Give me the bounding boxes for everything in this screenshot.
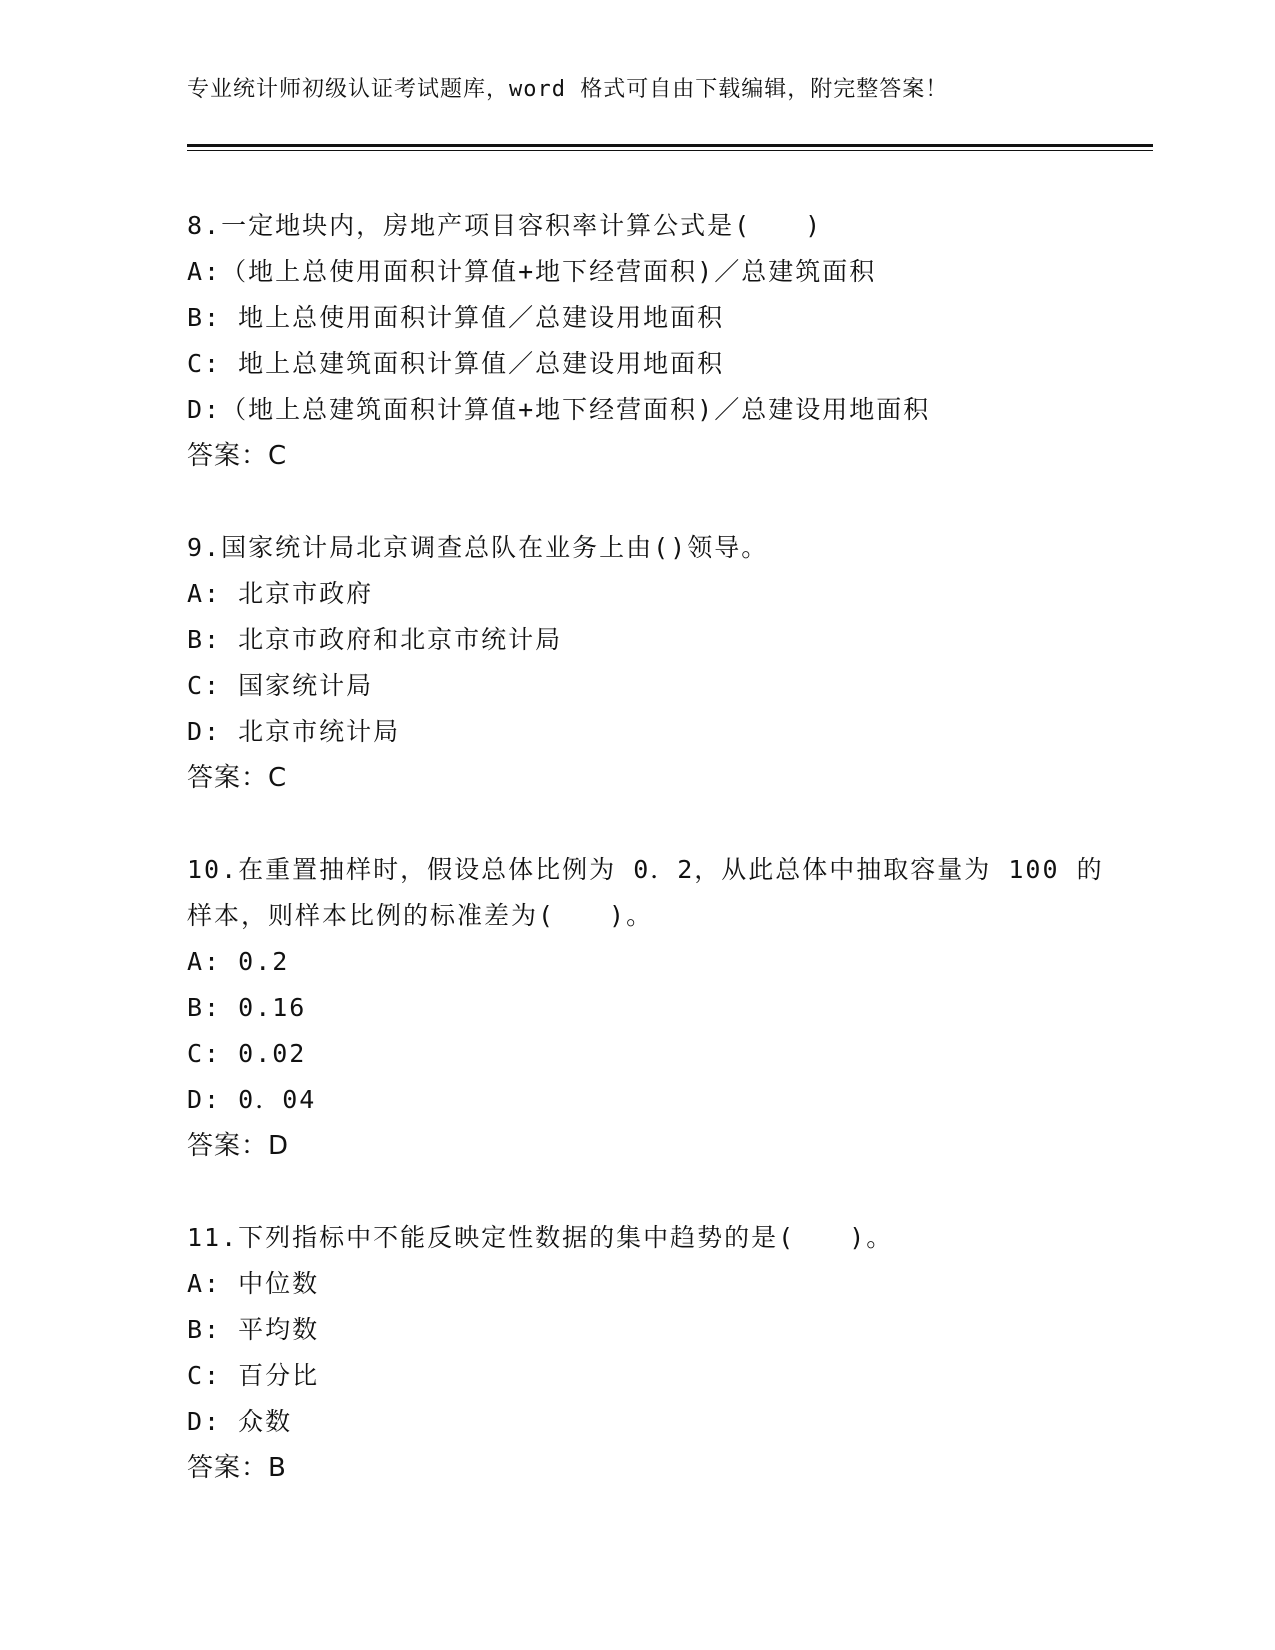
option-d: D: 众数 xyxy=(187,1407,293,1436)
option-list xyxy=(187,249,1127,433)
question-list xyxy=(187,203,1127,1537)
question-9 xyxy=(187,525,1127,801)
option-c: C: 0.02 xyxy=(187,1039,307,1068)
answer: 答案：D xyxy=(187,1131,290,1161)
option-list xyxy=(187,571,1127,755)
option-a: A: 北京市政府 xyxy=(187,579,374,608)
question-8 xyxy=(187,203,1127,479)
option-d: D: 北京市统计局 xyxy=(187,717,401,746)
option-b: B: 北京市政府和北京市统计局 xyxy=(187,625,563,654)
question-text: 8.一定地块内，房地产项目容积率计算公式是( ) xyxy=(187,211,823,240)
option-a: A:（地上总使用面积计算值+地下经营面积)／总建筑面积 xyxy=(187,257,877,286)
option-list xyxy=(187,1261,1127,1445)
option-c: C: 地上总建筑面积计算值／总建设用地面积 xyxy=(187,349,725,378)
question-text: 10.在重置抽样时，假设总体比例为 0．2，从此总体中抽取容量为 100 的样本，则样本比例的标准差为( )。 xyxy=(187,855,1104,930)
option-d: D:（地上总建筑面积计算值+地下经营面积)／总建设用地面积 xyxy=(187,395,931,424)
question-11 xyxy=(187,1215,1127,1491)
question-text: 11.下列指标中不能反映定性数据的集中趋势的是( )。 xyxy=(187,1223,894,1252)
option-a: A: 中位数 xyxy=(187,1269,320,1298)
question-10 xyxy=(187,847,1127,1169)
option-b: B: 地上总使用面积计算值／总建设用地面积 xyxy=(187,303,725,332)
question-text: 9.国家统计局北京调查总队在业务上由()领导。 xyxy=(187,533,769,562)
option-list xyxy=(187,939,1127,1123)
option-c: C: 国家统计局 xyxy=(187,671,374,700)
answer: 答案：C xyxy=(187,763,288,793)
header-divider-thick xyxy=(187,144,1153,147)
answer: 答案：B xyxy=(187,1453,287,1483)
header-divider-thin xyxy=(187,150,1153,151)
option-b: B: 平均数 xyxy=(187,1315,320,1344)
header-title: 专业统计师初级认证考试题库，word 格式可自由下载编辑，附完整答案！ xyxy=(187,77,949,102)
option-c: C: 百分比 xyxy=(187,1361,320,1390)
option-b: B: 0.16 xyxy=(187,993,307,1022)
option-a: A: 0.2 xyxy=(187,947,290,976)
option-d: D: 0．04 xyxy=(187,1085,317,1114)
answer: 答案：C xyxy=(187,441,288,471)
